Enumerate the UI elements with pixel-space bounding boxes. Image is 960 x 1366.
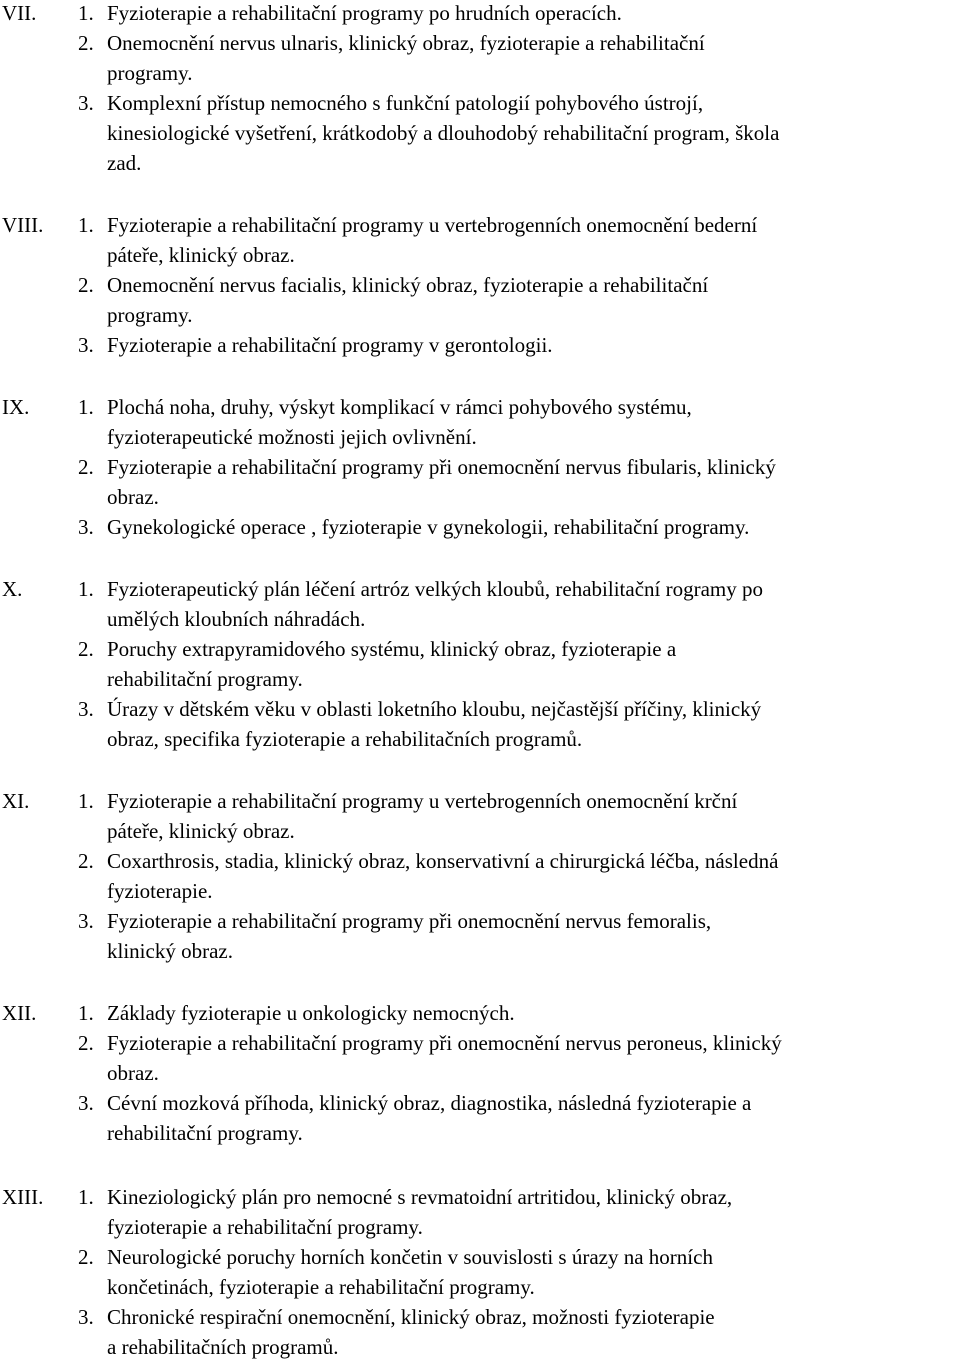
item-text-line: Fyzioterapie a rehabilitační programy v gerontologii. [107, 333, 553, 357]
section-roman-numeral: VIII. [2, 213, 44, 237]
item-text-line: Chronické respirační onemocnění, klinický obraz, možnosti fyzioterapie [107, 1305, 715, 1329]
item-text-line: fyzioterapie. [107, 879, 213, 903]
section-roman-numeral: XIII. [2, 1185, 44, 1209]
item-number: 3. [78, 697, 94, 721]
section-x [0, 574, 960, 754]
item-number: 1. [78, 789, 94, 813]
item-text-line: Fyzioterapie a rehabilitační programy při onemocnění nervus peroneus, klinický [107, 1031, 782, 1055]
item-number: 3. [78, 91, 94, 115]
item-text-line: kinesiologické vyšetření, krátkodobý a dlouhodobý rehabilitační program, škola [107, 121, 780, 145]
item-text-line: Onemocnění nervus ulnaris, klinický obraz, fyzioterapie a rehabilitační [107, 31, 705, 55]
list-item [0, 270, 960, 330]
item-number: 3. [78, 1091, 94, 1115]
section-roman-numeral: XI. [2, 789, 30, 813]
item-number: 2. [78, 273, 94, 297]
item-text-line: Fyzioterapie a rehabilitační programy po hrudních operacích. [107, 1, 622, 25]
list-item [0, 1302, 960, 1362]
item-text-line: Úrazy v dětském věku v oblasti loketního kloubu, nejčastější příčiny, klinický [107, 697, 762, 721]
section-roman-numeral: XII. [2, 1001, 37, 1025]
item-text-line: Coxarthrosis, stadia, klinický obraz, konservativní a chirurgická léčba, následná [107, 849, 779, 873]
item-text-line: Kineziologický plán pro nemocné s revmatoidní artritidou, klinický obraz, [107, 1185, 733, 1209]
item-text-line: umělých kloubních náhradách. [107, 607, 366, 631]
item-text-line: programy. [107, 303, 193, 327]
item-text-line: fyzioterapie a rehabilitační programy. [107, 1215, 423, 1239]
section-xiii [0, 1182, 960, 1362]
section-viii [0, 210, 960, 360]
item-text-line: Fyzioterapie a rehabilitační programy při onemocnění nervus femoralis, [107, 909, 712, 933]
list-item [0, 1088, 960, 1148]
list-item [0, 452, 960, 512]
item-text-line: rehabilitační programy. [107, 1121, 303, 1145]
item-number: 2. [78, 455, 94, 479]
item-text-line: obraz. [107, 1061, 159, 1085]
section-roman-numeral: IX. [2, 395, 30, 419]
item-number: 2. [78, 637, 94, 661]
item-text-line: Neurologické poruchy horních končetin v souvislosti s úrazy na horních [107, 1245, 713, 1269]
list-item [0, 846, 960, 906]
item-number: 2. [78, 31, 94, 55]
item-number: 3. [78, 333, 94, 357]
list-item [0, 786, 960, 846]
item-text-line: Základy fyzioterapie u onkologicky nemocných. [107, 1001, 515, 1025]
item-text-line: rehabilitační programy. [107, 667, 303, 691]
list-item [0, 512, 960, 542]
item-number: 3. [78, 909, 94, 933]
section-xii [0, 998, 960, 1148]
list-item [0, 330, 960, 360]
list-item [0, 88, 960, 178]
item-number: 2. [78, 849, 94, 873]
section-roman-numeral: VII. [2, 1, 37, 25]
item-number: 3. [78, 515, 94, 539]
list-item [0, 1182, 960, 1242]
item-text-line: fyzioterapeutické možnosti jejich ovlivnění. [107, 425, 477, 449]
item-number: 1. [78, 1, 94, 25]
item-text-line: a rehabilitačních programů. [107, 1335, 339, 1359]
item-number: 2. [78, 1031, 94, 1055]
item-text-line: Plochá noha, druhy, výskyt komplikací v rámci pohybového systému, [107, 395, 692, 419]
list-item [0, 210, 960, 270]
list-item [0, 392, 960, 452]
item-number: 1. [78, 213, 94, 237]
list-item [0, 28, 960, 88]
item-text-line: Fyzioterapeutický plán léčení artróz velkých kloubů, rehabilitační rogramy po [107, 577, 764, 601]
item-text-line: Fyzioterapie a rehabilitační programy u vertebrogenních onemocnění bederní [107, 213, 758, 237]
item-text-line: Gynekologické operace , fyzioterapie v gynekologii, rehabilitační programy. [107, 515, 750, 539]
item-text-line: zad. [107, 151, 142, 175]
item-number: 1. [78, 395, 94, 419]
item-text-line: programy. [107, 61, 193, 85]
section-roman-numeral: X. [2, 577, 23, 601]
item-text-line: klinický obraz. [107, 939, 233, 963]
item-text-line: obraz. [107, 485, 159, 509]
item-text-line: páteře, klinický obraz. [107, 819, 295, 843]
item-text-line: Cévní mozková příhoda, klinický obraz, diagnostika, následná fyzioterapie a [107, 1091, 752, 1115]
list-item [0, 1242, 960, 1302]
item-number: 1. [78, 1001, 94, 1025]
list-item [0, 634, 960, 694]
item-text-line: Komplexní přístup nemocného s funkční patologií pohybového ústrojí, [107, 91, 704, 115]
item-text-line: Fyzioterapie a rehabilitační programy u vertebrogenních onemocnění krční [107, 789, 738, 813]
list-item [0, 1028, 960, 1088]
item-text-line: končetinách, fyzioterapie a rehabilitační programy. [107, 1275, 535, 1299]
item-number: 1. [78, 577, 94, 601]
section-ix [0, 392, 960, 542]
list-item [0, 906, 960, 966]
list-item [0, 0, 960, 28]
section-vii [0, 0, 960, 178]
item-text-line: Poruchy extrapyramidového systému, klinický obraz, fyzioterapie a [107, 637, 677, 661]
item-number: 3. [78, 1305, 94, 1329]
item-number: 2. [78, 1245, 94, 1269]
list-item [0, 998, 960, 1028]
item-text-line: obraz, specifika fyzioterapie a rehabilitačních programů. [107, 727, 583, 751]
item-text-line: Fyzioterapie a rehabilitační programy při onemocnění nervus fibularis, klinický [107, 455, 776, 479]
list-item [0, 694, 960, 754]
item-text-line: Onemocnění nervus facialis, klinický obraz, fyzioterapie a rehabilitační [107, 273, 709, 297]
list-item [0, 574, 960, 634]
item-number: 1. [78, 1185, 94, 1209]
item-text-line: páteře, klinický obraz. [107, 243, 295, 267]
section-xi [0, 786, 960, 966]
